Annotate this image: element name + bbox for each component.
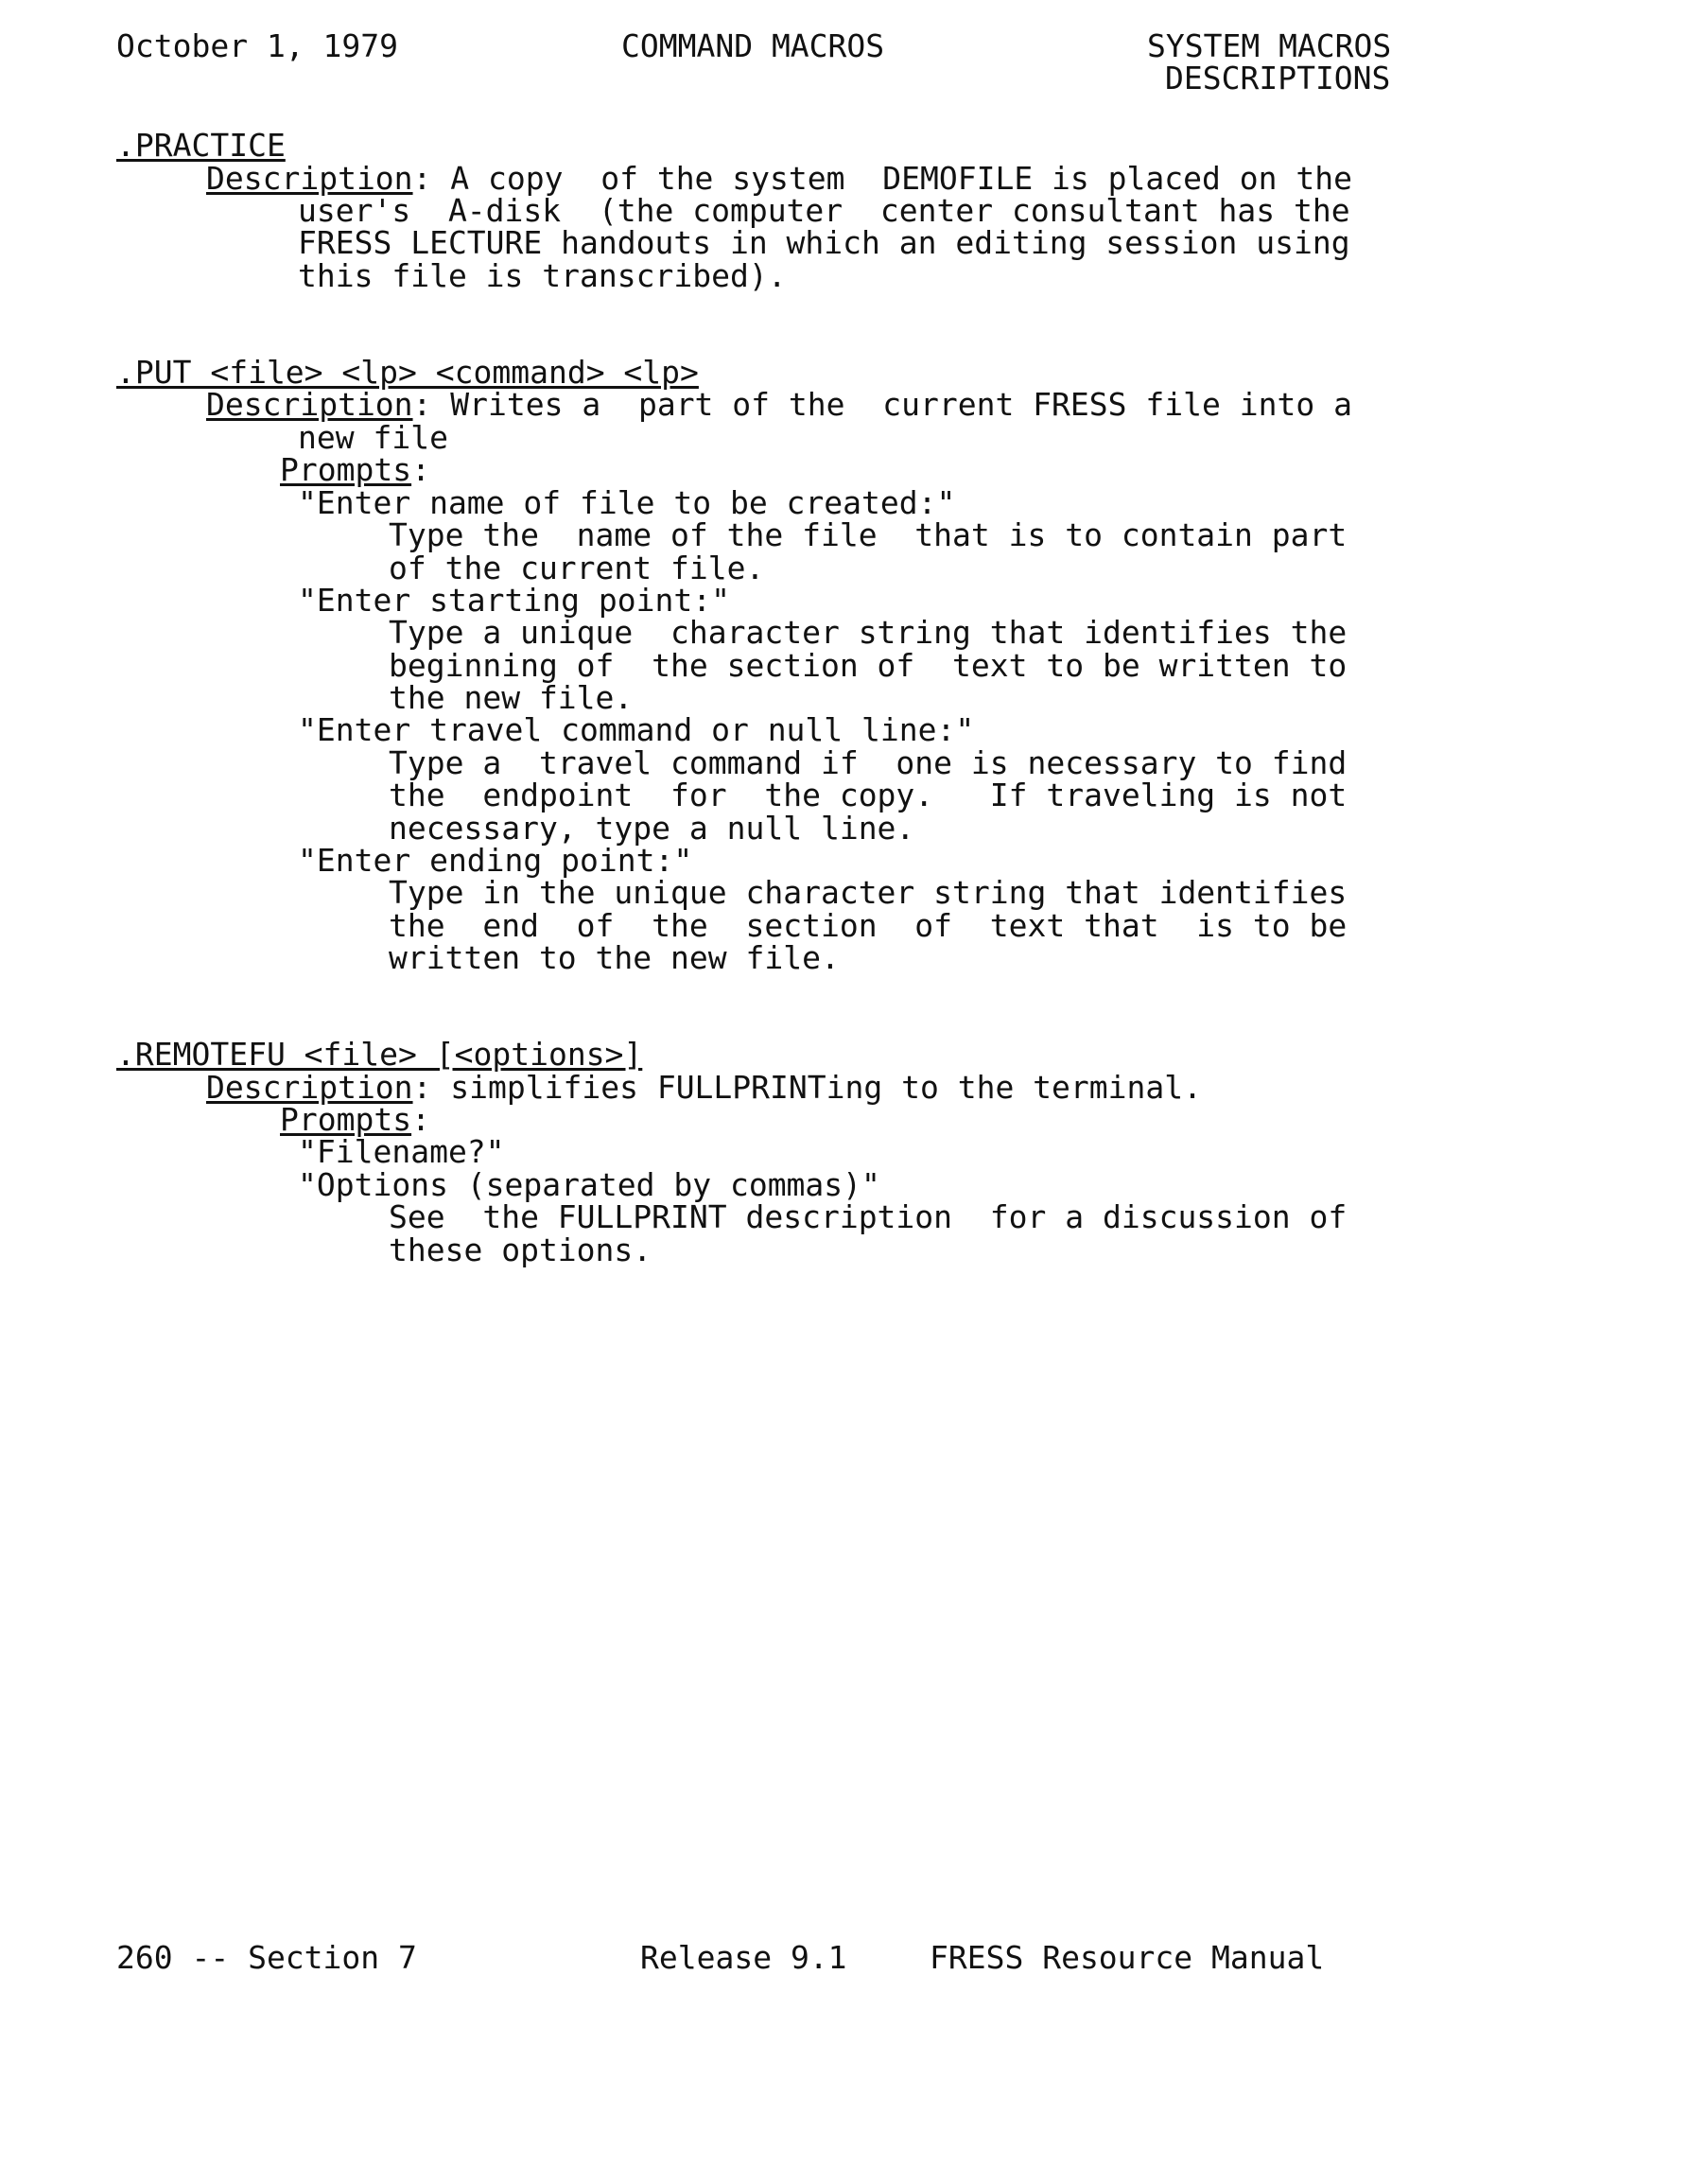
prompts-label: Prompts (280, 1101, 412, 1138)
description-text: FRESS LECTURE handouts in which an editing session using (298, 224, 1350, 261)
prompt-explanation: Type the name of the file that is to contain part (389, 516, 1348, 553)
footer-release: Release 9.1 (640, 1939, 847, 1976)
description-text: : A copy of the system DEMOFILE is placed on the (412, 160, 1352, 197)
description-label: Description (206, 386, 413, 423)
description-text: : simplifies FULLPRINTing to the terminal. (412, 1069, 1202, 1106)
prompt-explanation: of the current file. (389, 550, 765, 586)
header-title: COMMAND MACROS (621, 27, 885, 64)
header-date: October 1, 1979 (116, 27, 399, 64)
prompt-explanation: See the FULLPRINT description for a discussion of (389, 1198, 1348, 1235)
footer-page-number: 260 -- Section 7 (116, 1939, 417, 1976)
prompt-text: "Options (separated by commas)" (298, 1166, 880, 1203)
header-section: SYSTEM MACROS (1147, 27, 1392, 64)
prompt-explanation: beginning of the section of text to be written to (389, 647, 1348, 684)
prompt-explanation: Type a travel command if one is necessary to find (389, 744, 1348, 781)
put-heading: .PUT <file> <lp> <command> <lp> (116, 354, 699, 391)
header-subsection: DESCRIPTIONS (1165, 60, 1391, 96)
prompt-text: "Enter travel command or null line:" (298, 711, 975, 748)
prompt-explanation: necessary, type a null line. (389, 810, 915, 847)
description-label: Description (206, 1069, 413, 1106)
put-description (206, 386, 1352, 423)
prompt-text: "Enter ending point:" (298, 842, 693, 879)
prompt-text: "Filename?" (298, 1133, 505, 1170)
prompt-explanation: these options. (389, 1232, 652, 1268)
description-text: user's A-disk (the computer center consultant has the (298, 192, 1350, 229)
description-text: this file is transcribed). (298, 257, 787, 294)
prompt-explanation: written to the new file. (389, 939, 840, 976)
prompt-explanation: the endpoint for the copy. If traveling is not (389, 777, 1348, 813)
prompt-text: "Enter name of file to be created:" (298, 484, 956, 521)
put-prompts: Prompts: (280, 451, 430, 488)
footer-manual-title: FRESS Resource Manual (930, 1939, 1325, 1976)
prompt-explanation: Type a unique character string that identifies the (389, 614, 1348, 651)
prompt-explanation: Type in the unique character string that identifies (389, 874, 1348, 911)
practice-description (206, 160, 1352, 197)
prompt-explanation: the end of the section of text that is to be (389, 907, 1348, 944)
remotefu-heading: .REMOTEFU <file> [<options>] (116, 1036, 643, 1073)
description-label: Description (206, 160, 413, 197)
remotefu-description (206, 1069, 1202, 1106)
remotefu-prompts: Prompts: (280, 1101, 430, 1138)
prompt-text: "Enter starting point:" (298, 582, 730, 619)
prompts-label: Prompts (280, 451, 412, 488)
description-text: new file (298, 419, 448, 456)
description-text: : Writes a part of the current FRESS file into a (412, 386, 1352, 423)
prompt-explanation: the new file. (389, 679, 634, 716)
practice-heading: .PRACTICE (116, 127, 286, 164)
